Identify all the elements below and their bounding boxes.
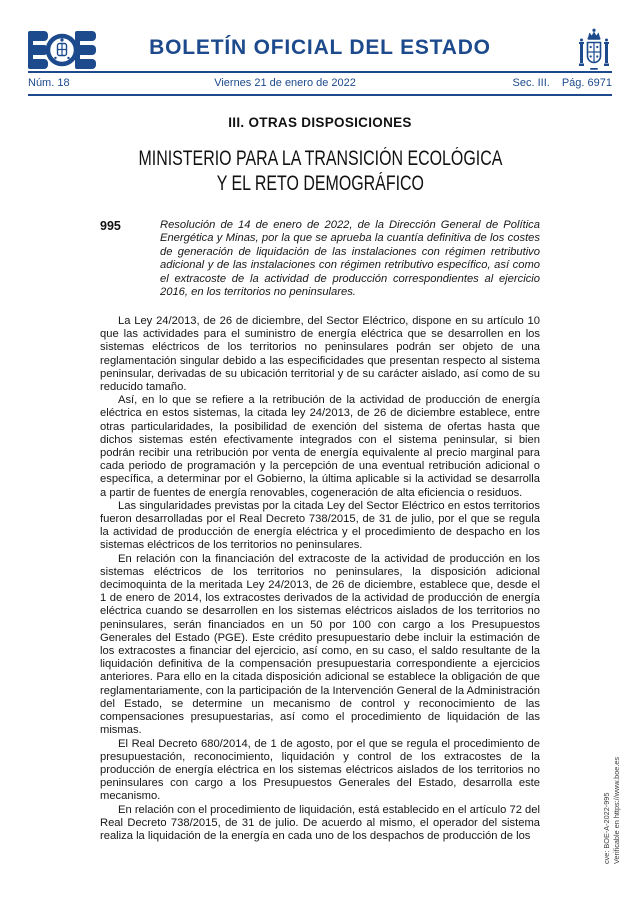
page-number: Pág. 6971	[561, 77, 612, 89]
issue-number: Núm. 18	[28, 77, 70, 89]
body-paragraph: En relación con el procedimiento de liquidación, está establecido en el artículo 72 del Real Decreto 738/2015, de 31 de julio. De acuerdo al mismo, el operador del sistema realiza la liquidación de la energía en cada uno de los despachos de producción de los	[100, 803, 540, 842]
section-page-group	[501, 77, 612, 89]
section-heading: III. OTRAS DISPOSICIONES	[228, 115, 412, 130]
ministry-heading	[0, 146, 640, 196]
body-paragraph: Así, en lo que se refiere a la retribución de la actividad de producción de energía eléctrica en estos sistemas, la citada ley 24/2013, de 26 de diciembre establece, entre otras particularidades, la posibilidad de exención del sistema de ofertas hasta que dichos sistemas estén efectivamente integrados con el sistema peninsular, si bien podrán recibir una retribución por venta de energía equivalente al precio marginal para cada periodo de programación y la percepción de una eventual retribución adicional o específica, a determinar por el Gobierno, la última aplicable si la actividad se desarrolla a partir de fuentes de energía renovables, cogeneración de alta eficiencia o residuos.	[100, 394, 540, 499]
ministry-heading-line2: Y EL RETO DEMOGRÁFICO	[216, 172, 424, 195]
body-paragraph: En relación con la financiación del extracoste de la actividad de producción en los sistemas eléctricos de los territorios no peninsulares, la disposición adicional decimoquinta de la meritada Ley 24/2013, de 26 de diciembre, establece que, desde el 1 de enero de 2014, los extracostes derivados de la actividad de producción de energía eléctrica cuando se desarrollen en los sistemas eléctricos aislados de los territorios no peninsulares, serán financiados en un 50 por 100 con cargo a los Presupuestos Generales del Estado (PGE). Este crédito presupuestario debe incluir la estimación de los extracostes a financiar del ejercicio, así como, en su caso, el saldo resultante de la liquidación definitiva de la compensación presupuestaria correspondiente a ejercicios anteriores. Para ello en la citada disposición adicional se establece la obligación de que reglamentariamente, con la participación de la Intervención General de la Administración del Estado, se determine un mecanismo de control y reconocimiento de las compensaciones presupuestarias, así como el procedimiento de liquidación de las mismas.	[100, 552, 540, 737]
ministry-heading-line1: MINISTERIO PARA LA TRANSICIÓN ECOLÓGICA	[138, 147, 502, 170]
verification-url-text: Verificable en https://www.boe.es	[611, 756, 621, 864]
body-paragraph: Las singularidades previstas por la citada Ley del Sector Eléctrico en estos territorios fueron desarrolladas por el Real Decreto 738/2015, de 31 de julio, por el que se regula la actividad de producción de energía eléctrica y el procedimiento de despacho en los sistemas eléctricos de los territorios no peninsulares.	[100, 499, 540, 552]
issue-date: Viernes 21 de enero de 2022	[214, 77, 356, 89]
body-text	[100, 315, 540, 843]
header-rule-top	[28, 71, 612, 73]
resolution-summary: Resolución de 14 de enero de 2022, de la Dirección General de Política Energética y Minas, por la que se aprueba la cuantía definitiva de los costes de generación de liquidación de las instalaciones con régimen retributivo adicional y de las instalaciones con régimen retributivo específico, así como el extracoste de la actividad de producción correspondientes al ejercicio 2016, en los territorios no peninsulares.	[160, 219, 540, 299]
body-paragraph: El Real Decreto 680/2014, de 1 de agosto, por el que se regula el procedimiento de presupuestación, reconocimiento, liquidación y control de los extracostes de la producción de energía eléctrica en los sistemas eléctricos aislados de los territorios no peninsulares con cargo a los Presupuestos Generales del Estado, desarrolla este mecanismo.	[100, 737, 540, 803]
coat-of-arms-icon	[578, 28, 610, 72]
issue-meta-row	[28, 77, 612, 89]
body-paragraph: La Ley 24/2013, de 26 de diciembre, del Sector Eléctrico, dispone en su artículo 10 que las actividades para el suministro de energía eléctrica que se desarrollen en los sistemas eléctricos de los territorios no peninsulares podrán ser objeto de una reglamentación singular debido a las especificidades que presentan respecto al sistema peninsular, derivadas de su ubicación territorial y de su carácter aislado, así como de su reducido tamaño.	[100, 315, 540, 394]
cve-code: cve: BOE-A-2022-995	[602, 792, 611, 864]
verification-sidebar	[602, 744, 622, 864]
section-label: Sec. III.	[512, 77, 550, 89]
masthead-title: BOLETÍN OFICIAL DEL ESTADO	[149, 36, 491, 59]
header-rule-bottom	[28, 94, 612, 96]
resolution-item-number: 995	[100, 219, 121, 233]
